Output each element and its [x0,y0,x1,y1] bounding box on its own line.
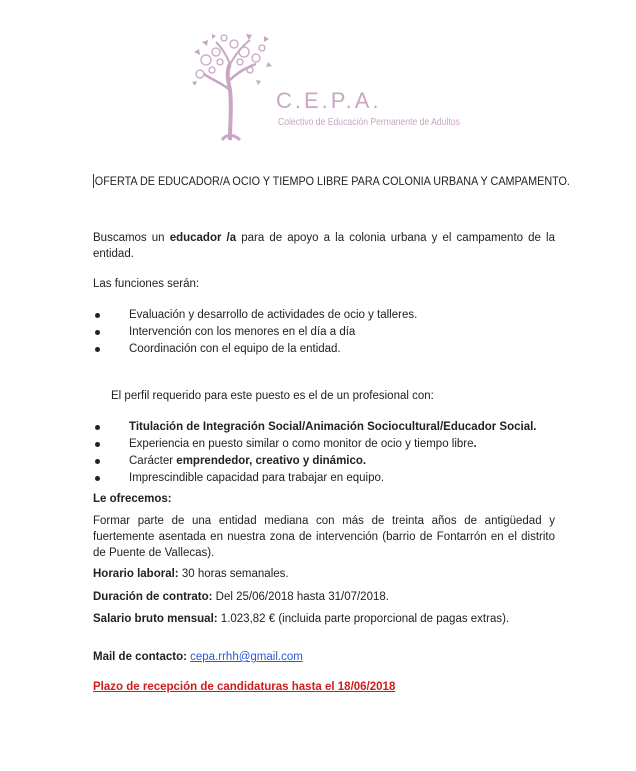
profile-item-bold: . [473,438,477,450]
schedule-label: Horario laboral: [93,568,179,580]
list-item [93,470,536,487]
tree-icon [186,30,276,142]
intro-paragraph [93,230,555,262]
salary-line [93,611,509,627]
intro-role: educador /a [169,232,237,244]
logo-title: C.E.P.A. [276,88,382,113]
contact-email-link[interactable]: cepa.rrhh@gmail.com [190,651,303,663]
profile-item-pre: Experiencia en puesto similar o como monitor de ocio y tiempo libre [129,438,474,450]
salary-label: Salario bruto mensual: [93,613,218,625]
profile-item-pre: Imprescindible capacidad para trabajar en equipo. [129,472,385,484]
profile-item-bold: Titulación de Integración Social/Animación Sociocultural/Educador Social. [129,421,537,433]
schedule-value: 30 horas semanales. [178,568,289,580]
offer-label: Le ofrecemos: [93,493,172,505]
contract-value: Del 25/06/2018 hasta 31/07/2018. [212,591,389,603]
list-item [93,453,536,470]
profile-item-pre: Carácter [129,455,177,467]
intro-pre: Buscamos un [93,232,170,244]
profile-list [93,419,536,487]
list-item [93,436,536,453]
salary-value: 1.023,82 € (incluida parte proporcional de pagas extras). [217,613,510,625]
list-item [93,419,536,436]
contact-label: Mail de contacto: [93,651,187,663]
logo-subtitle: Colectivo de Educación Permanente de Adultos [278,116,460,128]
list-item: Coordinación con el equipo de la entidad. [93,341,417,358]
profile-item-bold: emprendedor, creativo y dinámico. [176,455,367,467]
profile-label: El perfil requerido para este puesto es el de un profesional con: [111,390,434,402]
functions-list [93,307,417,358]
contract-line [93,589,389,605]
schedule-line [93,566,289,582]
deadline-notice: Plazo de recepción de candidaturas hasta el 18/06/2018 [93,681,396,693]
cepa-logo [186,30,466,142]
contact-line [93,649,303,665]
offer-paragraph: Formar parte de una entidad mediana con más de treinta años de antigüedad y fuertemente asentada en nuestra zona de intervención (barrio de Fontarrón en el distrito de Puente de Vallecas). [93,515,555,559]
list-item: Intervención con los menores en el día a día [93,324,417,341]
contract-label: Duración de contrato: [93,591,213,603]
offer-heading: OFERTA DE EDUCADOR/A OCIO Y TIEMPO LIBRE PARA COLONIA URBANA Y CAMPAMENTO. [94,174,570,188]
list-item: Evaluación y desarrollo de actividades de ocio y talleres. [93,307,417,324]
intro-post: para de apoyo a la colonia urbana y el campamento de la entidad. [93,232,555,260]
functions-label: Las funciones serán: [93,278,200,290]
